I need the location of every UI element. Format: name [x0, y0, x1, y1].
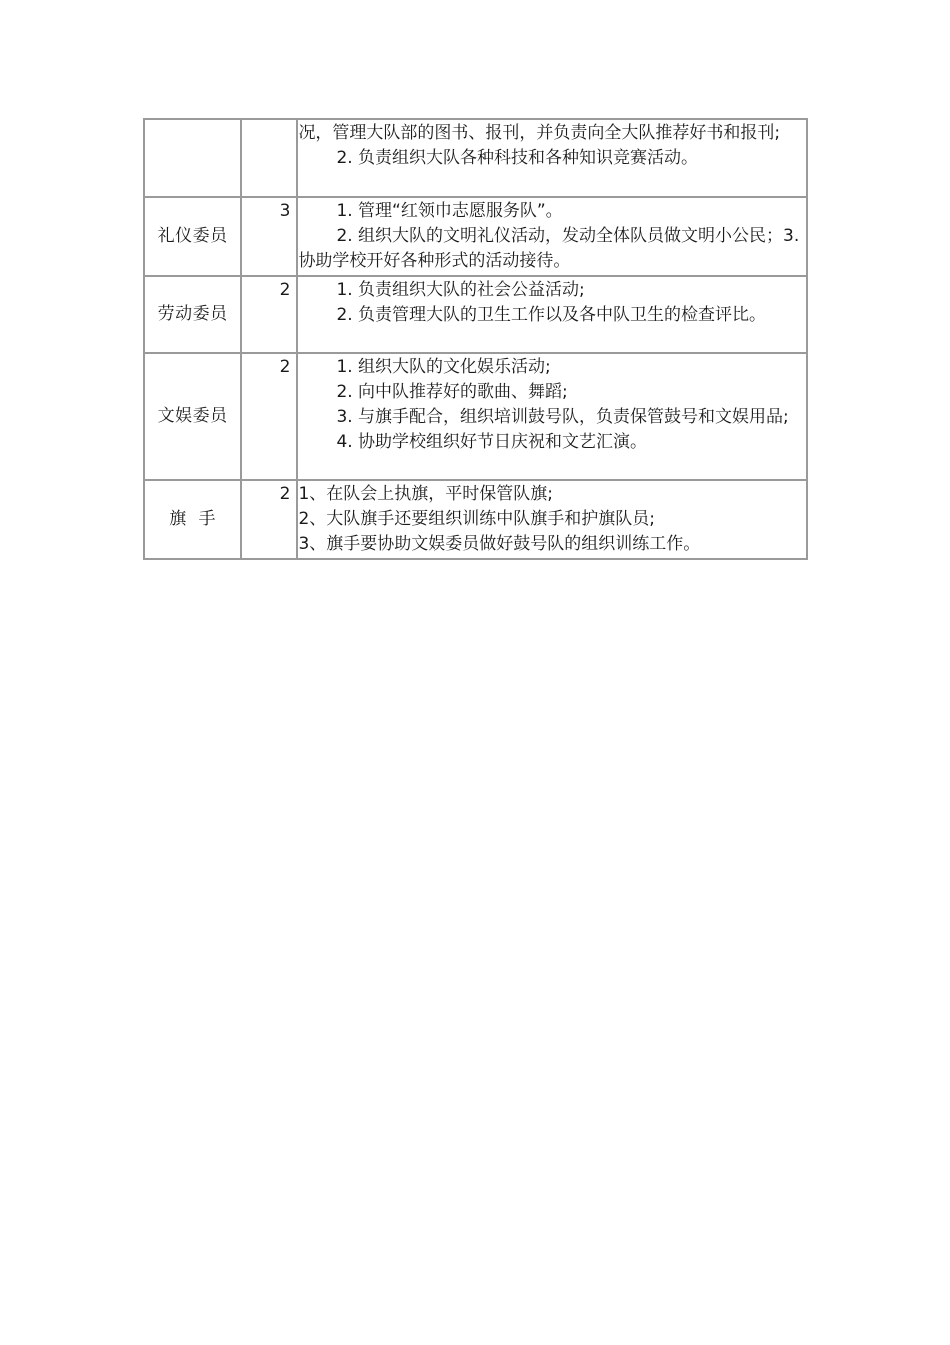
- count-cell: 2: [241, 276, 297, 353]
- count-cell: [241, 119, 297, 197]
- duty-cell: [297, 353, 807, 480]
- count-cell: 2: [241, 480, 297, 559]
- duty-cell: [297, 480, 807, 559]
- count-cell: 2: [241, 353, 297, 480]
- table-row: [144, 197, 807, 276]
- table-row: [144, 353, 807, 480]
- table-row: [144, 119, 807, 197]
- duty-line: 3、旗手要协助文娱委员做好鼓号队的组织训练工作。: [298, 534, 701, 554]
- duty-line: 2. 负责管理大队的卫生工作以及各中队卫生的检查评比。: [336, 305, 767, 325]
- table-row: [144, 480, 807, 559]
- duty-line: 2. 向中队推荐好的歌曲、舞蹈;: [336, 382, 568, 402]
- duty-line: 2. 负责组织大队各种科技和各种知识竞赛活动。: [336, 148, 699, 168]
- role-cell: 劳动委员: [144, 276, 241, 353]
- duty-line: 1. 管理“红领巾志愿服务队”。: [336, 201, 563, 221]
- duty-cell: [297, 276, 807, 353]
- role-cell: [144, 119, 241, 197]
- duty-line: 1、在队会上执旗，平时保管队旗;: [298, 484, 553, 504]
- duty-line: 况，管理大队部的图书、报刊，并负责向全大队推荐好书和报刊;: [298, 123, 781, 143]
- duty-line: 2. 组织大队的文明礼仪活动，发动全体队员做文明小公民；3. 协助学校开好各种形式的活动接待。: [298, 226, 800, 271]
- duty-line: 1. 组织大队的文化娱乐活动;: [336, 357, 551, 377]
- role-cell: 旗 手: [144, 480, 241, 559]
- role-cell: 礼仪委员: [144, 197, 241, 276]
- duty-line: 3. 与旗手配合，组织培训鼓号队，负责保管鼓号和文娱用品;: [336, 407, 789, 427]
- duty-line: 4. 协助学校组织好节日庆祝和文艺汇演。: [336, 432, 648, 452]
- duty-line: 1. 负责组织大队的社会公益活动;: [336, 280, 585, 300]
- duty-line: 2、大队旗手还要组织训练中队旗手和护旗队员;: [298, 509, 655, 529]
- duty-table: [143, 118, 808, 560]
- duty-cell: [297, 197, 807, 276]
- count-cell: 3: [241, 197, 297, 276]
- duty-cell: [297, 119, 807, 197]
- table-row: [144, 276, 807, 353]
- role-cell: 文娱委员: [144, 353, 241, 480]
